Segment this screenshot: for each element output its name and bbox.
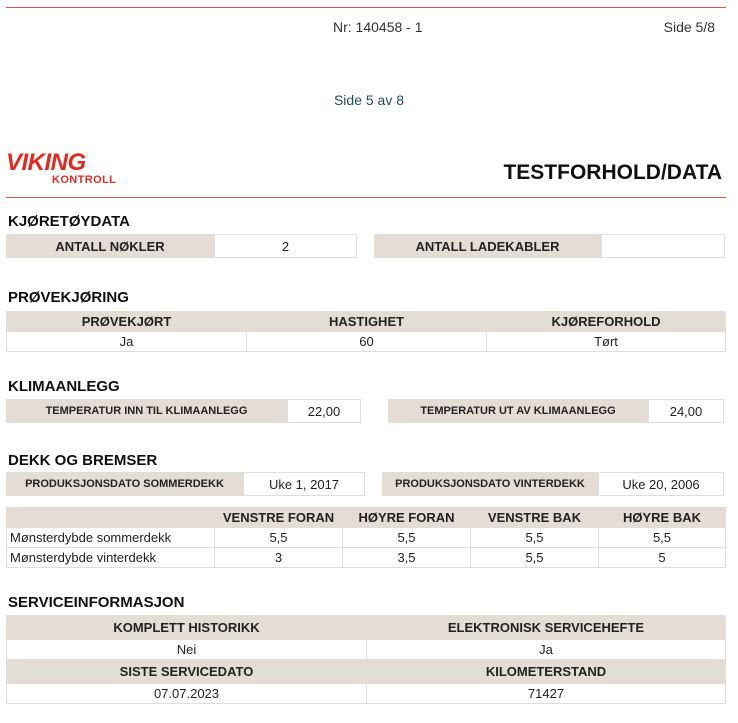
- keys-value: 2: [214, 234, 357, 258]
- tread-value: 5,5: [471, 528, 599, 548]
- tread-value: 5,5: [215, 528, 343, 548]
- top-rule: [6, 7, 726, 8]
- section-heading-tires: DEKK OG BREMSER: [8, 452, 158, 469]
- tread-row-label: Mønsterdybde vinterdekk: [7, 548, 215, 568]
- service-header: SISTE SERVICEDATO: [7, 660, 367, 684]
- logo-sub-text: KONTROLL: [52, 174, 117, 186]
- testdrive-header: PRØVEKJØRT: [7, 312, 247, 332]
- summer-tire-value: Uke 1, 2017: [243, 472, 365, 496]
- service-value: 71427: [367, 684, 726, 704]
- tread-header: [7, 508, 215, 528]
- tread-row-label: Mønsterdybde sommerdekk: [7, 528, 215, 548]
- service-value: 07.07.2023: [7, 684, 367, 704]
- tread-header: HØYRE BAK: [599, 508, 726, 528]
- service-value: Nei: [7, 640, 367, 660]
- page-indicator: Side 5/8: [663, 19, 715, 35]
- page-title: TESTFORHOLD/DATA: [503, 161, 722, 184]
- tread-depth-table: [6, 507, 726, 568]
- tread-value: 3,5: [343, 548, 471, 568]
- climate-in-label: TEMPERATUR INN TIL KLIMAANLEGG: [6, 399, 287, 423]
- testdrive-table: [6, 311, 726, 352]
- winter-tire-label: PRODUKSJONSDATO VINTERDEKK: [382, 472, 598, 496]
- testdrive-header: HASTIGHET: [247, 312, 487, 332]
- document-number: Nr: 140458 - 1: [333, 19, 423, 35]
- climate-in-value: 22,00: [287, 399, 361, 423]
- logo-main-text: VIKING: [6, 149, 86, 176]
- tread-value: 3: [215, 548, 343, 568]
- tread-header: VENSTRE FORAN: [215, 508, 343, 528]
- testdrive-value: 60: [247, 332, 487, 352]
- section-heading-testdrive: PRØVEKJØRING: [8, 289, 129, 306]
- tread-value: 5,5: [471, 548, 599, 568]
- summer-tire-label: PRODUKSJONSDATO SOMMERDEKK: [6, 472, 243, 496]
- table-row: [7, 528, 726, 548]
- service-value: Ja: [367, 640, 726, 660]
- tread-header: HØYRE FORAN: [343, 508, 471, 528]
- testdrive-value: Tørt: [487, 332, 726, 352]
- page-of-label: Side 5 av 8: [333, 92, 405, 108]
- keys-label: ANTALL NØKLER: [6, 234, 214, 258]
- climate-out-value: 24,00: [648, 399, 724, 423]
- table-row: [7, 548, 726, 568]
- tread-value: 5,5: [599, 528, 726, 548]
- service-header: KILOMETERSTAND: [367, 660, 726, 684]
- title-rule: [6, 197, 726, 198]
- testdrive-header: KJØREFORHOLD: [487, 312, 726, 332]
- service-header: KOMPLETT HISTORIKK: [7, 616, 367, 640]
- tread-header: VENSTRE BAK: [471, 508, 599, 528]
- winter-tire-value: Uke 20, 2006: [598, 472, 724, 496]
- tread-value: 5: [599, 548, 726, 568]
- viking-kontroll-logo: [6, 151, 121, 189]
- section-heading-climate: KLIMAANLEGG: [8, 378, 120, 395]
- section-heading-service: SERVICEINFORMASJON: [8, 594, 185, 611]
- section-heading-vehicle: KJØRETØYDATA: [8, 213, 130, 230]
- tread-value: 5,5: [343, 528, 471, 548]
- service-header: ELEKTRONISK SERVICEHEFTE: [367, 616, 726, 640]
- testdrive-value: Ja: [7, 332, 247, 352]
- cables-label: ANTALL LADEKABLER: [374, 234, 601, 258]
- climate-out-label: TEMPERATUR UT AV KLIMAANLEGG: [388, 399, 648, 423]
- service-table: [6, 615, 726, 704]
- cables-value: [601, 234, 725, 258]
